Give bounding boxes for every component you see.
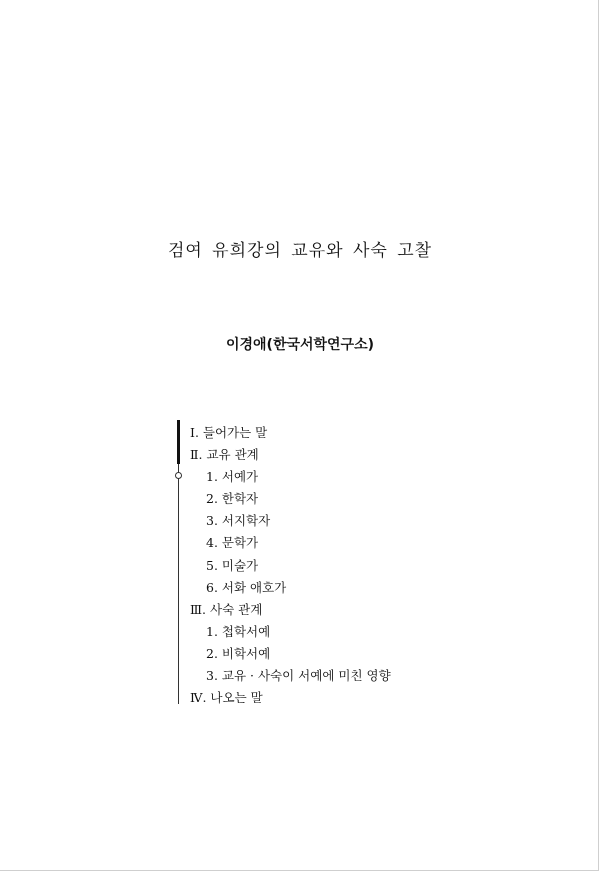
toc-item: Ⅳ. 나오는 말 [190,690,263,706]
toc-subitem: 2. 한학자 [206,491,259,507]
table-of-contents [178,420,538,704]
toc-subitem: 6. 서화 애호가 [206,579,287,595]
toc-subitem: 1. 서예가 [206,469,259,485]
toc-subitem: 3. 교유 · 사숙이 서예에 미친 영향 [206,668,391,684]
toc-subitem: 1. 첩학서예 [206,623,271,639]
toc-rule-accent [177,420,180,464]
toc-list [190,422,391,709]
toc-subitem: 5. 미술가 [206,557,259,573]
toc-item: Ⅲ. 사숙 관계 [190,601,263,617]
toc-subitem: 2. 비학서예 [206,645,271,661]
toc-subitem: 3. 서지학자 [206,513,271,529]
author-affiliation: 이경애(한국서학연구소) [225,337,375,353]
toc-subitem: 4. 문학가 [206,535,259,551]
paper-title: 검여 유희강의 교유와 사숙 고찰 [167,241,433,261]
toc-item: Ⅱ. 교유 관계 [190,447,259,463]
toc-bullet-marker [175,472,182,479]
toc-item: Ⅰ. 들어가는 말 [190,425,268,440]
